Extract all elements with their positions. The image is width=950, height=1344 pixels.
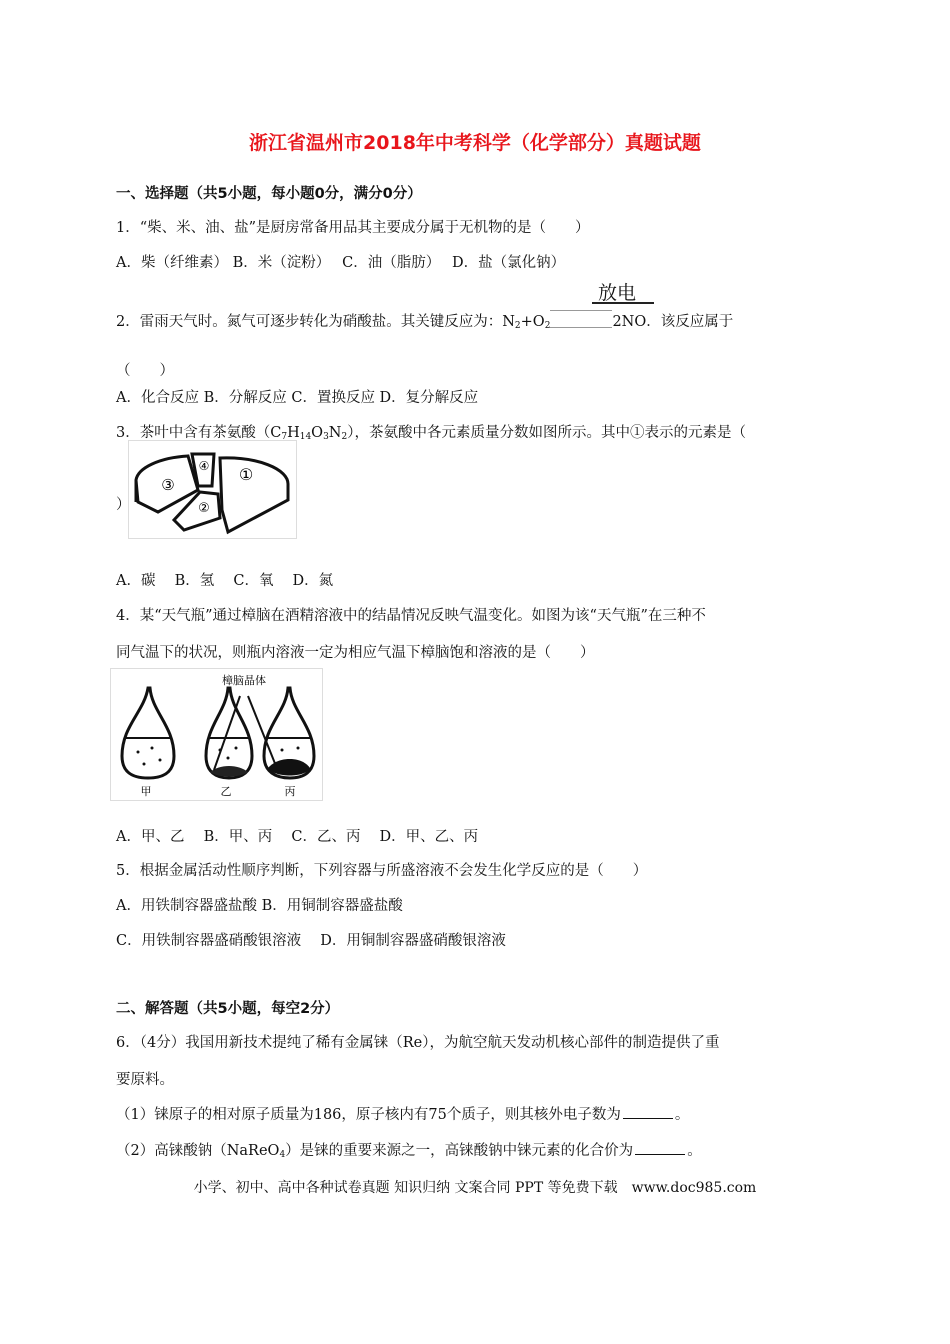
h-symbol: H [287, 425, 300, 441]
pie-label-2: ② [198, 501, 210, 516]
o-subscript: 3 [323, 432, 329, 442]
h-subscript: 14 [299, 432, 312, 442]
bottle-label-bing: 丙 [284, 785, 296, 798]
bottle-yi [206, 688, 252, 778]
q6-part2-post: ）是铼的重要来源之一，高铼酸钠中铼元素的化合价为 [285, 1143, 634, 1159]
arrow-line-bottom [550, 327, 612, 328]
question-5-stem: 5．根据金属活动性顺序判断，下列容器与所盛溶液不会发生化学反应的是（ ） [116, 863, 648, 879]
section-heading-choice: 一、选择题（共5小题，每小题0分，满分0分） [116, 186, 422, 202]
bottle-jia [122, 688, 174, 778]
question-5-options-cd: C．用铁制容器盛硝酸银溶液 D．用铜制容器盛硝酸银溶液 [116, 933, 506, 949]
answer-blank-1[interactable] [623, 1118, 673, 1119]
q3-text-pre: 3．茶叶中含有茶氨酸（C [116, 425, 282, 441]
page-footer: 小学、初中、高中各种试卷真题 知识归纳 文案合同 PPT 等免费下载 www.doc985.com [193, 1180, 757, 1196]
question-6-part-1 [116, 1103, 689, 1124]
bottle-label-jia: 甲 [140, 785, 152, 798]
q3-text-post: ），茶氨酸中各元素质量分数如图所示。其中①表示的元素是（ [347, 425, 746, 441]
reaction-arrow [550, 312, 612, 326]
arrow-line-top [550, 310, 612, 311]
n-symbol: N [328, 425, 342, 441]
question-6-stem-line2: 要原料。 [116, 1072, 174, 1088]
o2-subscript: 2 [544, 321, 551, 331]
question-4-stem-line2: 同气温下的状况，则瓶内溶液一定为相应气温下樟脑饱和溶液的是（ ） [116, 645, 595, 661]
question-3-options: A．碳 B．氢 C．氧 D．氮 [116, 573, 334, 589]
crystal-label: 樟脑晶体 [222, 674, 266, 687]
page-title: 浙江省温州市2018年中考科学（化学部分）真题试题 [249, 132, 701, 154]
question-1-options: A．柴（纤维素） B．米（淀粉） C．油（脂肪） D．盐（氯化钠） [116, 255, 566, 271]
bottle-label-yi: 乙 [220, 785, 232, 798]
q2-text-post: 2NO．该反应属于 [612, 314, 734, 330]
c-subscript: 7 [281, 432, 288, 442]
question-6-part-2 [116, 1139, 702, 1160]
q6-part1-end: 。 [674, 1107, 690, 1123]
pie-slice-1 [220, 458, 288, 532]
question-4-options: A．甲、乙 B．甲、丙 C．乙、丙 D．甲、乙、丙 [116, 829, 479, 845]
n-subscript: 2 [341, 432, 348, 442]
question-6-stem-line1: 6．（4分）我国用新技术提纯了稀有金属铼（Re），为航空航天发动机核心部件的制造提供了重 [116, 1035, 720, 1051]
question-5-options-ab: A．用铁制容器盛盐酸 B．用铜制容器盛盐酸 [116, 898, 403, 914]
q2-plus-o: +O [520, 314, 545, 330]
section-heading-answer: 二、解答题（共5小题，每空2分） [116, 1001, 340, 1017]
q6-part2-end: 。 [687, 1143, 702, 1159]
condition-underline [592, 302, 654, 304]
question-2-paren: （ ） [116, 363, 174, 379]
answer-blank-2[interactable] [635, 1154, 685, 1155]
o4-subscript: 4 [279, 1150, 286, 1160]
pie-chart-figure [128, 440, 300, 540]
question-2-stem [116, 310, 733, 331]
q6-part1-text: （1）铼原子的相对原子质量为186，原子核内有75个质子，则其核外电子数为 [116, 1107, 621, 1123]
question-3-stem [116, 421, 746, 442]
q2-text-pre: 2．雷雨天气时。氮气可逐步转化为硝酸盐。其关键反应为：N [116, 314, 515, 330]
q6-part2-pre: （2）高铼酸钠（NaReO [116, 1143, 280, 1159]
question-3-paren-close: ） [116, 497, 131, 513]
pie-label-3: ③ [161, 476, 175, 494]
pie-label-1: ① [238, 465, 254, 484]
weather-bottle-figure [110, 668, 326, 804]
question-2-options: A．化合反应 B．分解反应 C．置换反应 D．复分解反应 [116, 390, 479, 406]
o-symbol: O [311, 425, 324, 441]
question-1-stem: 1．“柴、米、油、盐”是厨房常备用品其主要成分属于无机物的是（ ） [116, 220, 590, 236]
reaction-condition: 放电 [598, 282, 637, 304]
pie-label-4: ④ [198, 459, 210, 473]
question-4-stem-line1: 4．某“天气瓶”通过樟脑在酒精溶液中的结晶情况反映气温变化。如图为该“天气瓶”在三种不 [116, 608, 706, 624]
n2-subscript: 2 [514, 321, 521, 331]
